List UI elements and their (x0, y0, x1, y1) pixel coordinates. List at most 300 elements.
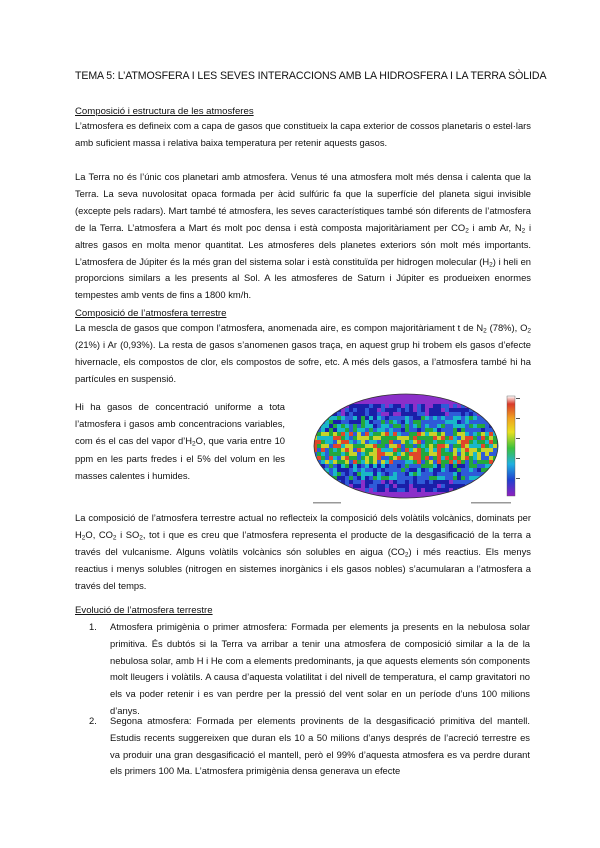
section-heading-structure: Composició i estructura de les atmosferes (75, 106, 254, 117)
map-cell (345, 464, 349, 468)
map-cell (409, 472, 413, 476)
map-cell (389, 480, 393, 484)
map-cell (313, 428, 317, 432)
map-cell (385, 460, 389, 464)
map-cell (349, 392, 353, 396)
map-cell (337, 484, 341, 488)
map-cell (441, 476, 445, 480)
map-cell (325, 404, 329, 408)
map-cell (465, 444, 469, 448)
map-cell (489, 488, 493, 492)
map-cell (477, 496, 481, 500)
map-cell (421, 476, 425, 480)
map-cell (453, 432, 457, 436)
map-cell (445, 408, 449, 412)
map-cell (481, 464, 485, 468)
map-cell (413, 484, 417, 488)
map-cell (393, 420, 397, 424)
map-cell (369, 428, 373, 432)
map-cell (417, 464, 421, 468)
map-cell (393, 476, 397, 480)
map-cell (325, 448, 329, 452)
map-cell (457, 496, 461, 500)
map-cell (361, 420, 365, 424)
map-cell (449, 392, 453, 396)
map-cell (453, 440, 457, 444)
map-cell (489, 420, 493, 424)
map-cell (369, 436, 373, 440)
figure-caption-marks (313, 502, 511, 504)
map-cell (397, 448, 401, 452)
map-cell (353, 496, 357, 500)
map-cell (473, 448, 477, 452)
map-cell (453, 496, 457, 500)
map-cell (453, 444, 457, 448)
map-cell (381, 424, 385, 428)
map-cell (477, 460, 481, 464)
map-cell (461, 492, 465, 496)
map-cell (373, 460, 377, 464)
map-cell (329, 492, 333, 496)
map-cell (481, 456, 485, 460)
map-cell (417, 408, 421, 412)
map-cell (413, 452, 417, 456)
map-cell (357, 404, 361, 408)
map-cell (317, 456, 321, 460)
map-cell (481, 440, 485, 444)
map-cell (413, 480, 417, 484)
map-cell (317, 404, 321, 408)
map-cell (365, 408, 369, 412)
map-cell (389, 436, 393, 440)
map-cell (385, 440, 389, 444)
map-cell (389, 392, 393, 396)
map-cell (337, 456, 341, 460)
map-cell (385, 432, 389, 436)
map-cell (461, 440, 465, 444)
map-cell (497, 476, 501, 480)
map-cell (489, 448, 493, 452)
map-cell (413, 448, 417, 452)
map-cell (497, 412, 501, 416)
map-cell (469, 436, 473, 440)
map-cell (393, 472, 397, 476)
map-cell (381, 484, 385, 488)
map-cell (405, 456, 409, 460)
map-cell (469, 472, 473, 476)
map-cell (441, 436, 445, 440)
map-cell (333, 404, 337, 408)
map-cell (317, 480, 321, 484)
map-cell (409, 424, 413, 428)
map-cell (485, 396, 489, 400)
map-cell (409, 492, 413, 496)
map-cell (489, 480, 493, 484)
map-cell (369, 480, 373, 484)
map-cell (321, 424, 325, 428)
map-cell (401, 412, 405, 416)
map-cell (473, 472, 477, 476)
map-cell (321, 452, 325, 456)
map-cell (425, 432, 429, 436)
map-cell (329, 436, 333, 440)
map-cell (469, 448, 473, 452)
map-cell (481, 444, 485, 448)
map-cell (485, 492, 489, 496)
map-cell (381, 412, 385, 416)
map-cell (409, 456, 413, 460)
map-cell (345, 420, 349, 424)
map-cell (421, 456, 425, 460)
map-cell (497, 496, 501, 500)
map-cell (353, 416, 357, 420)
map-cell (397, 464, 401, 468)
map-cell (401, 464, 405, 468)
map-cell (397, 472, 401, 476)
map-cell (469, 428, 473, 432)
map-cell (317, 408, 321, 412)
map-cell (449, 428, 453, 432)
map-cell (481, 496, 485, 500)
map-cell (405, 468, 409, 472)
map-cell (437, 432, 441, 436)
map-cell (385, 488, 389, 492)
map-cell (349, 452, 353, 456)
map-cell (389, 400, 393, 404)
map-cell (409, 436, 413, 440)
map-cell (453, 428, 457, 432)
map-cell (397, 416, 401, 420)
map-cell (445, 392, 449, 396)
map-cell (489, 400, 493, 404)
map-cell (449, 440, 453, 444)
map-cell (417, 492, 421, 496)
map-cell (365, 420, 369, 424)
map-cell (405, 476, 409, 480)
map-cell (365, 456, 369, 460)
map-cell (473, 488, 477, 492)
map-cell (397, 436, 401, 440)
map-cell (473, 392, 477, 396)
map-cell (449, 472, 453, 476)
map-cell (425, 420, 429, 424)
map-cell (361, 472, 365, 476)
map-cell (441, 468, 445, 472)
map-cell (429, 460, 433, 464)
map-cell (489, 392, 493, 396)
map-cell (317, 412, 321, 416)
map-cell (381, 464, 385, 468)
map-cell (481, 448, 485, 452)
map-cell (409, 432, 413, 436)
map-cell (405, 484, 409, 488)
map-cell (345, 456, 349, 460)
map-cell (465, 412, 469, 416)
map-cell (321, 396, 325, 400)
map-cell (441, 408, 445, 412)
map-cell (421, 480, 425, 484)
map-cell (341, 472, 345, 476)
map-cell (369, 468, 373, 472)
map-cell (461, 400, 465, 404)
map-cell (381, 444, 385, 448)
map-cell (425, 408, 429, 412)
map-cell (345, 488, 349, 492)
map-cell (461, 488, 465, 492)
map-cell (437, 456, 441, 460)
map-cell (421, 472, 425, 476)
map-cell (373, 416, 377, 420)
map-cell (325, 436, 329, 440)
map-cell (341, 432, 345, 436)
map-cell (417, 444, 421, 448)
map-cell (469, 432, 473, 436)
map-cell (337, 416, 341, 420)
map-cell (453, 420, 457, 424)
map-cell (437, 424, 441, 428)
map-cell (469, 404, 473, 408)
map-cell (485, 436, 489, 440)
map-cell (433, 448, 437, 452)
map-cell (445, 444, 449, 448)
map-cell (485, 480, 489, 484)
map-cell (325, 476, 329, 480)
map-cell (429, 396, 433, 400)
map-cell (437, 444, 441, 448)
map-cell (365, 452, 369, 456)
map-cell (393, 440, 397, 444)
map-cell (337, 436, 341, 440)
map-cell (497, 432, 501, 436)
map-cell (461, 472, 465, 476)
map-cell (433, 440, 437, 444)
map-cell (457, 452, 461, 456)
map-cell (445, 468, 449, 472)
map-cell (473, 400, 477, 404)
map-cell (417, 472, 421, 476)
map-cell (381, 476, 385, 480)
map-cell (337, 448, 341, 452)
map-cell (409, 396, 413, 400)
map-cell (357, 392, 361, 396)
map-cell (473, 496, 477, 500)
map-cell (497, 420, 501, 424)
map-cell (425, 476, 429, 480)
map-cell (469, 400, 473, 404)
map-cell (381, 436, 385, 440)
map-cell (469, 420, 473, 424)
map-cell (317, 448, 321, 452)
map-cell (365, 432, 369, 436)
map-cell (349, 460, 353, 464)
map-cell (333, 464, 337, 468)
map-cell (349, 444, 353, 448)
map-cell (393, 484, 397, 488)
map-cell (441, 440, 445, 444)
map-cell (461, 496, 465, 500)
map-cell (405, 424, 409, 428)
map-cell (497, 480, 501, 484)
map-cell (461, 396, 465, 400)
map-cell (461, 464, 465, 468)
map-cell (329, 396, 333, 400)
map-cell (377, 488, 381, 492)
map-cell (405, 460, 409, 464)
map-cell (393, 456, 397, 460)
map-cell (433, 472, 437, 476)
map-cell (425, 400, 429, 404)
map-cell (377, 420, 381, 424)
map-cell (313, 492, 317, 496)
map-cell (489, 496, 493, 500)
map-cell (345, 480, 349, 484)
water-vapor-world-map-figure (311, 388, 535, 508)
map-cell (337, 428, 341, 432)
map-cell (333, 416, 337, 420)
map-cell (413, 468, 417, 472)
map-cell (429, 464, 433, 468)
map-cell (373, 496, 377, 500)
map-cell (433, 488, 437, 492)
map-cell (437, 400, 441, 404)
map-cell (413, 404, 417, 408)
map-cell (421, 484, 425, 488)
map-cell (361, 496, 365, 500)
map-cell (481, 392, 485, 396)
map-cell (357, 492, 361, 496)
map-cell (397, 400, 401, 404)
map-cell (385, 444, 389, 448)
map-cell (381, 440, 385, 444)
map-cell (441, 404, 445, 408)
map-cell (457, 460, 461, 464)
map-cell (485, 432, 489, 436)
map-cell (389, 412, 393, 416)
map-cell (497, 484, 501, 488)
map-cell (345, 400, 349, 404)
map-cell (473, 432, 477, 436)
map-cell (437, 448, 441, 452)
map-cell (381, 448, 385, 452)
map-cell (321, 436, 325, 440)
map-cell (369, 424, 373, 428)
map-cell (481, 452, 485, 456)
map-cell (469, 460, 473, 464)
map-cell (333, 472, 337, 476)
map-cell (493, 416, 497, 420)
map-cell (409, 416, 413, 420)
map-cell (401, 404, 405, 408)
map-cell (461, 444, 465, 448)
map-cell (313, 392, 317, 396)
map-cell (357, 476, 361, 480)
map-cell (365, 480, 369, 484)
map-cell (373, 392, 377, 396)
map-cell (365, 444, 369, 448)
map-cell (357, 496, 361, 500)
map-cell (365, 440, 369, 444)
map-cell (333, 436, 337, 440)
map-cell (361, 476, 365, 480)
map-cell (349, 436, 353, 440)
map-cell (353, 404, 357, 408)
map-cell (369, 440, 373, 444)
map-cell (389, 460, 393, 464)
map-cell (489, 408, 493, 412)
map-cell (401, 488, 405, 492)
map-cell (433, 484, 437, 488)
map-cell (389, 428, 393, 432)
map-cell (493, 400, 497, 404)
map-cell (413, 460, 417, 464)
map-cell (441, 400, 445, 404)
map-cell (473, 460, 477, 464)
map-cell (417, 428, 421, 432)
map-cell (405, 416, 409, 420)
map-cell (453, 492, 457, 496)
map-cell (445, 496, 449, 500)
map-cell (477, 452, 481, 456)
map-cell (413, 444, 417, 448)
map-cell (353, 436, 357, 440)
map-cell (341, 464, 345, 468)
map-cell (353, 464, 357, 468)
map-cell (397, 460, 401, 464)
map-cell (373, 448, 377, 452)
map-cell (345, 432, 349, 436)
map-cell (401, 460, 405, 464)
map-cell (365, 472, 369, 476)
map-cell (417, 484, 421, 488)
map-cell (457, 440, 461, 444)
map-cell (461, 460, 465, 464)
map-cell (461, 420, 465, 424)
map-cell (401, 444, 405, 448)
map-cell (349, 472, 353, 476)
map-cell (453, 472, 457, 476)
map-cell (361, 444, 365, 448)
map-cell (357, 464, 361, 468)
map-cell (341, 424, 345, 428)
map-cell (325, 428, 329, 432)
map-cell (381, 456, 385, 460)
map-cell (465, 464, 469, 468)
map-cell (445, 464, 449, 468)
map-cell (477, 436, 481, 440)
map-cell (497, 456, 501, 460)
map-cell (385, 464, 389, 468)
map-cell (385, 448, 389, 452)
map-cell (489, 476, 493, 480)
map-cell (425, 488, 429, 492)
map-cell (421, 448, 425, 452)
map-cell (465, 476, 469, 480)
map-cell (489, 468, 493, 472)
map-cell (441, 412, 445, 416)
map-cell (433, 476, 437, 480)
map-cell (361, 452, 365, 456)
map-cell (429, 444, 433, 448)
map-cell (485, 484, 489, 488)
map-cell (413, 412, 417, 416)
map-cell (345, 448, 349, 452)
map-cell (481, 480, 485, 484)
map-cell (421, 432, 425, 436)
map-cell (421, 440, 425, 444)
map-cell (465, 408, 469, 412)
map-cell (417, 404, 421, 408)
map-cell (401, 428, 405, 432)
